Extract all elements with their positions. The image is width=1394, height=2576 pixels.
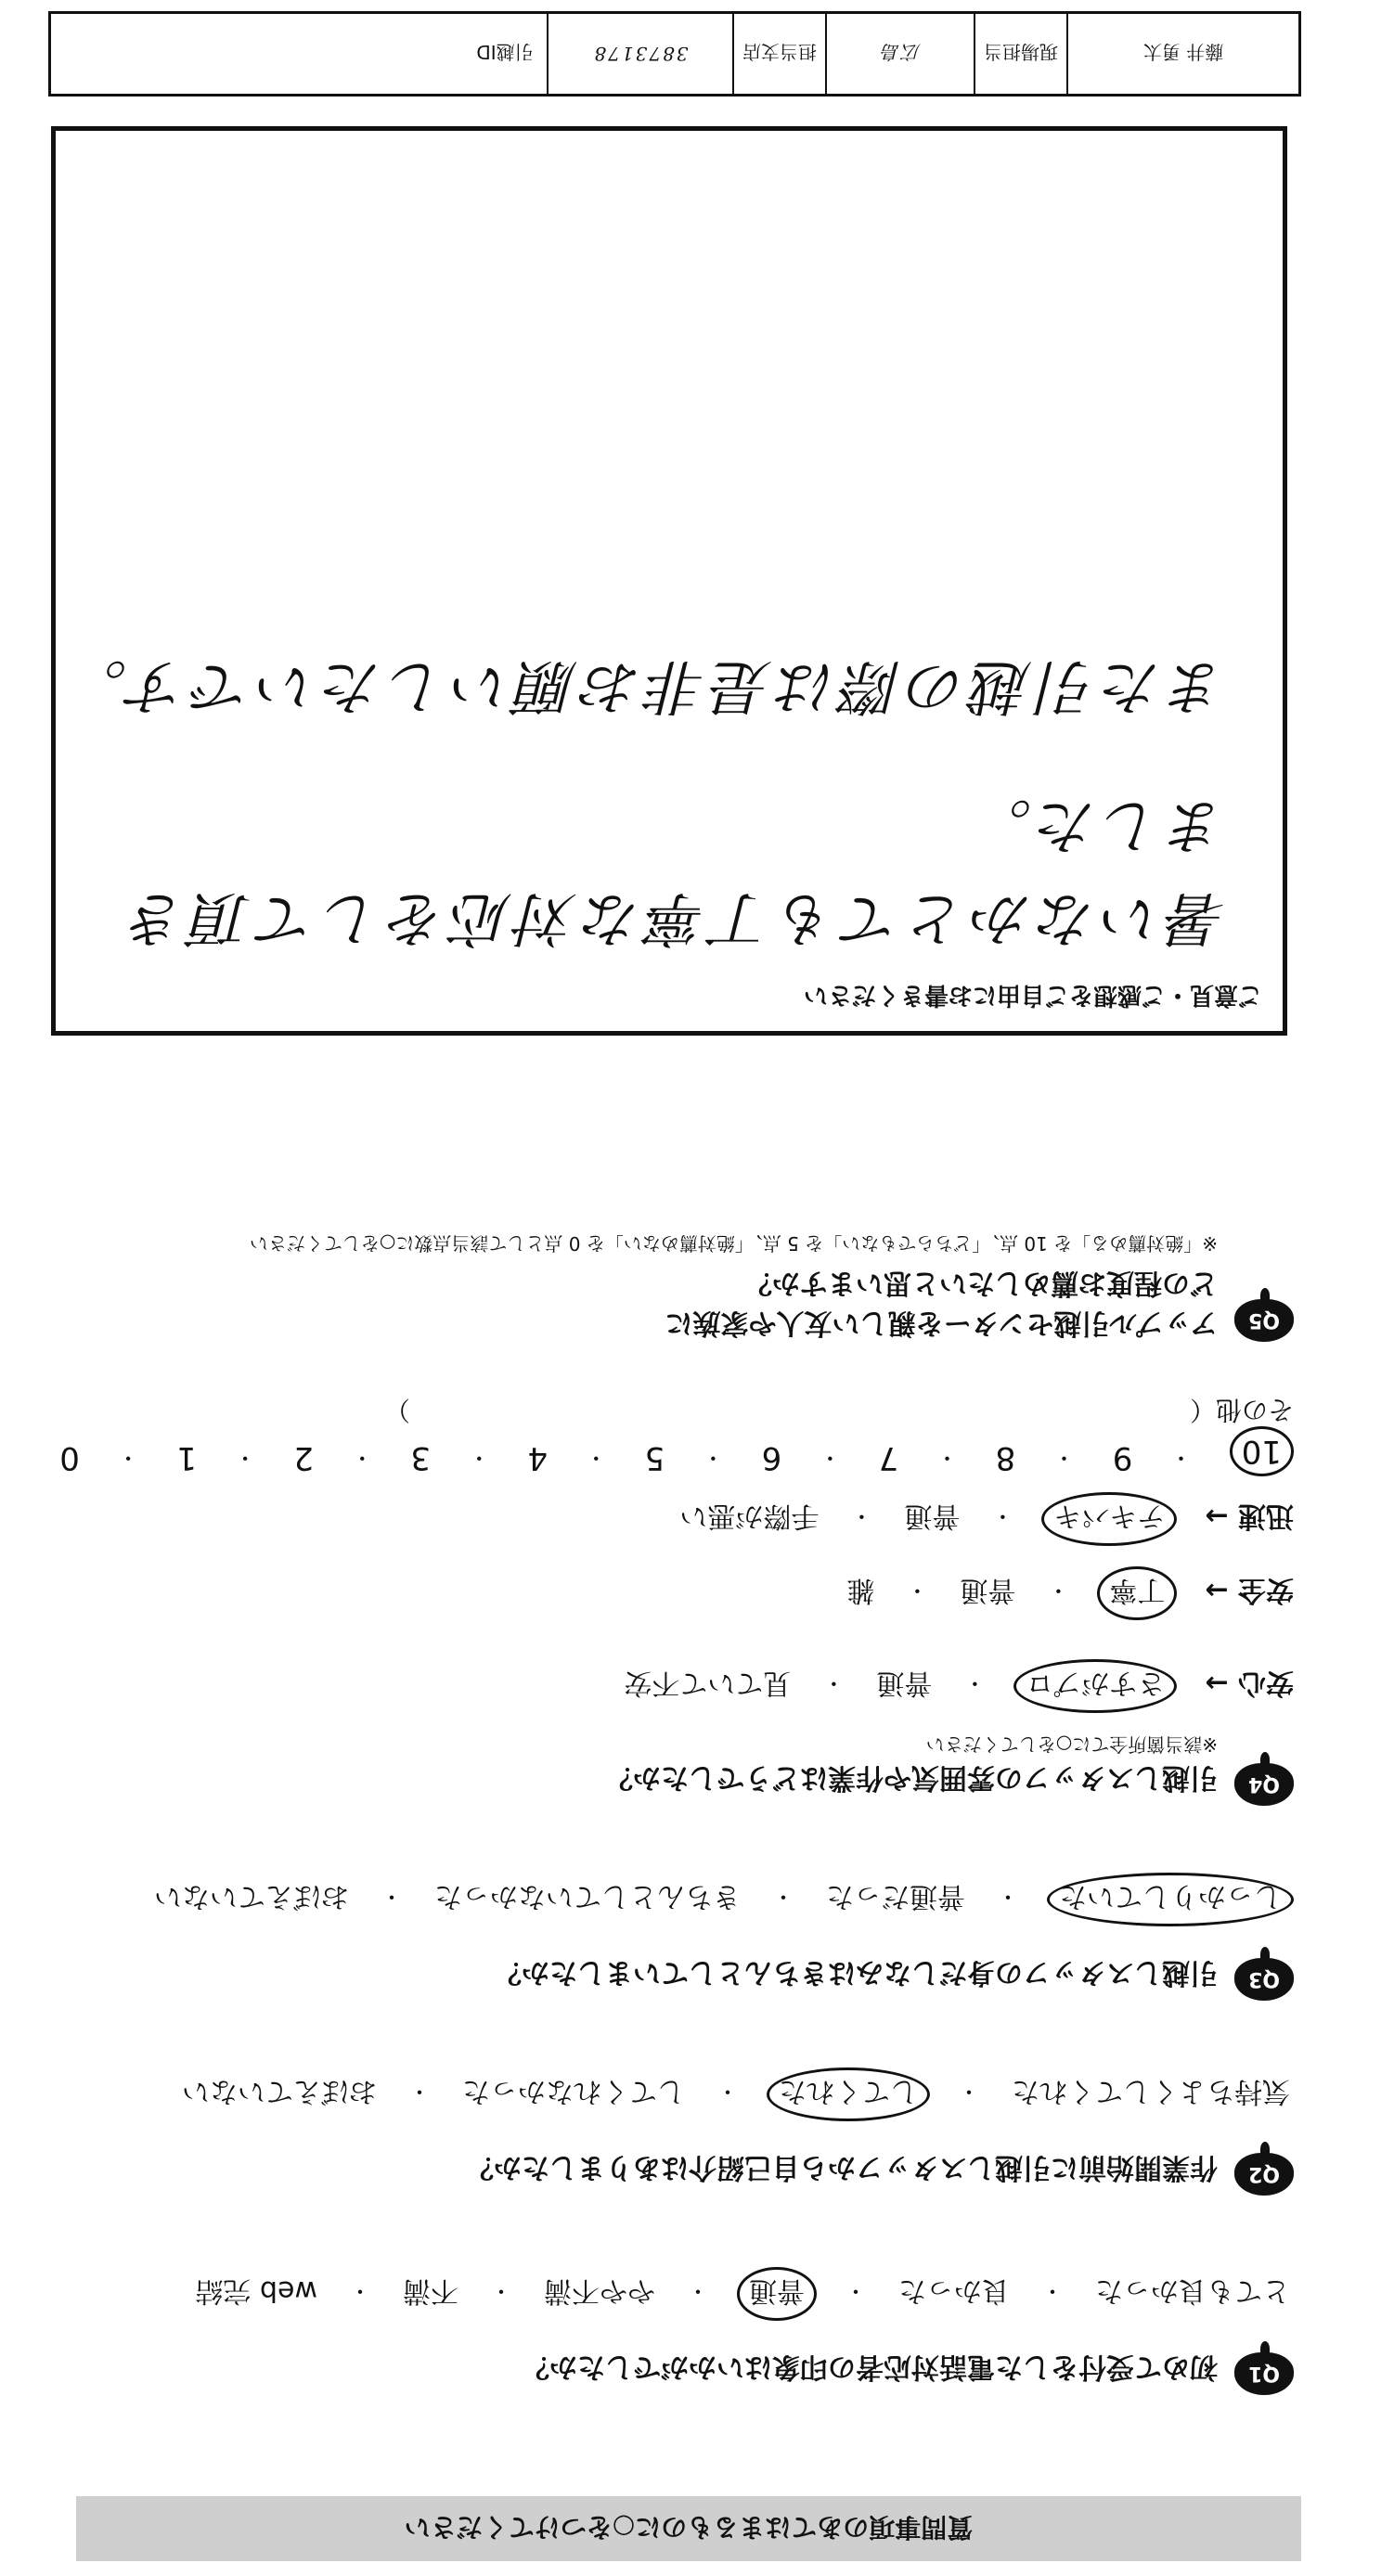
- q1-question: 初めて受付をした電話対応者の印象はいかがでしたか？: [522, 2351, 1218, 2383]
- q1-option[interactable]: 不満: [403, 2274, 458, 2307]
- instruction-text: 質問事項のあてはまるものに○をつけてください: [404, 2512, 974, 2543]
- q5-scale: 10 ・ 9 ・ 8 ・ 7 ・ 6 ・ 5 ・ 4 ・ 3 ・ 2 ・ 1 ・ 0: [59, 1426, 1294, 1476]
- q3-question: 引越しスタッフの身だしなみはきちんとしていましたか？: [494, 1956, 1218, 1989]
- q4-row-speed: 迅速 → テキパキ ・ 普通 ・ 手際が悪い: [676, 1492, 1294, 1546]
- q4-note: ※該当箇所全てに○をしてください: [925, 1733, 1218, 1756]
- score-9[interactable]: 9: [1112, 1439, 1133, 1476]
- q4-row-label: 安心 →: [1205, 1667, 1294, 1699]
- q4-option[interactable]: 普通: [960, 1574, 1016, 1606]
- instruction-bar: [76, 2496, 1301, 2561]
- q4-option[interactable]: さすがプロ: [1013, 1659, 1177, 1713]
- q4-badge: Q4: [1234, 1763, 1294, 1806]
- q1-option[interactable]: 良かった: [898, 2274, 1010, 2307]
- q4-row-safety-mind: 安心 → さすがプロ ・ 普通 ・ 見ていて不安: [620, 1659, 1294, 1713]
- move-id: 3873178: [547, 14, 732, 94]
- q4-option[interactable]: 雑: [846, 1574, 875, 1606]
- q2-options: 気持ちよくしてくれた ・ してくれた ・ してくれなかった ・ おぼえていない: [178, 2067, 1294, 2121]
- q3-option[interactable]: しっかりしていた: [1047, 1873, 1294, 1926]
- q4-option[interactable]: 普通: [876, 1667, 933, 1699]
- q4-row-safety: 安全 → 丁寧 ・ 普通 ・ 雑: [843, 1566, 1294, 1620]
- q4-question: 引越しスタッフの雰囲気や作業はどうでしたか？: [605, 1761, 1218, 1794]
- comment-line-1: 暑いなかとても丁寧な対応をして頂き: [123, 883, 1227, 952]
- score-4[interactable]: 4: [527, 1439, 549, 1476]
- id-label: 引越ID: [476, 41, 534, 64]
- score-1[interactable]: 1: [176, 1439, 197, 1476]
- q4-other[interactable]: その他（ ）: [383, 1395, 1294, 1425]
- q4-row-label: 迅速 →: [1205, 1500, 1294, 1532]
- q2-option[interactable]: 気持ちよくしてくれた: [1012, 2075, 1290, 2107]
- q1-options: とても良かった ・ 良かった ・ 普通 ・ やや不満 ・ 不満 ・ web 完結: [191, 2267, 1294, 2321]
- q1-option[interactable]: 普通: [737, 2267, 817, 2321]
- comment-line-2: ました。: [967, 791, 1227, 859]
- q1-badge: Q1: [1234, 2352, 1294, 2395]
- q1-option[interactable]: とても良かった: [1095, 2274, 1290, 2307]
- q5-note: ※「絶対薦める」を 10 点、「どちらでもない」を 5 点、「絶対薦めない」を 0 点として該当点数に○をしてください: [249, 1232, 1218, 1255]
- q2-option[interactable]: してくれた: [767, 2067, 930, 2121]
- q4-option[interactable]: テキパキ: [1041, 1492, 1177, 1546]
- q5-badge: Q5: [1234, 1299, 1294, 1342]
- q2-badge: Q2: [1234, 2153, 1294, 2196]
- comment-title: ご意見・ご感想をご自由にお書きください: [803, 981, 1262, 1009]
- score-5[interactable]: 5: [644, 1439, 665, 1476]
- q3-option[interactable]: きちんとしていなかった: [434, 1880, 741, 1913]
- branch-name: 広島: [825, 14, 974, 94]
- q4-row-label: 安全 →: [1205, 1574, 1294, 1606]
- score-3[interactable]: 3: [410, 1439, 432, 1476]
- score-0[interactable]: 0: [59, 1439, 80, 1476]
- score-6[interactable]: 6: [761, 1439, 782, 1476]
- q4-option[interactable]: 手際が悪い: [679, 1500, 820, 1532]
- q1-option[interactable]: web 完結: [195, 2274, 317, 2307]
- score-2[interactable]: 2: [293, 1439, 314, 1476]
- score-8[interactable]: 8: [995, 1439, 1016, 1476]
- q3-option[interactable]: おぼえていない: [154, 1880, 349, 1913]
- branch-label: 担当支店: [732, 14, 825, 94]
- q1-option[interactable]: やや不満: [544, 2274, 655, 2307]
- score-7[interactable]: 7: [878, 1439, 899, 1476]
- q5-question-2: どの程度お薦めしたいと思いますか？: [744, 1267, 1218, 1299]
- q3-option[interactable]: 普通だった: [826, 1880, 965, 1913]
- leader-name: 藤井 勇太: [1066, 14, 1298, 94]
- q4-option[interactable]: 丁寧: [1097, 1566, 1177, 1620]
- q3-badge: Q3: [1234, 1958, 1294, 2001]
- q4-option[interactable]: 普通: [904, 1500, 961, 1532]
- leader-label: 現場担当: [974, 14, 1066, 94]
- comment-box: [51, 126, 1287, 1036]
- score-10[interactable]: 10: [1230, 1426, 1294, 1476]
- comment-line-3: また引越の際は是非お願いしたいです。: [62, 651, 1227, 720]
- q2-option[interactable]: おぼえていない: [182, 2075, 377, 2107]
- header-table: [48, 11, 1301, 97]
- q2-question: 作業開始前に引越しスタッフから自己紹介はありましたか？: [466, 2151, 1218, 2183]
- q2-option[interactable]: してくれなかった: [462, 2075, 685, 2107]
- q4-option[interactable]: 見ていて不安: [624, 1667, 792, 1699]
- q3-options: しっかりしていた ・ 普通だった ・ きちんとしていなかった ・ おぼえていない: [150, 1873, 1294, 1926]
- q5-question-1: アップル引越センターを親しい友人や家族に: [665, 1307, 1218, 1339]
